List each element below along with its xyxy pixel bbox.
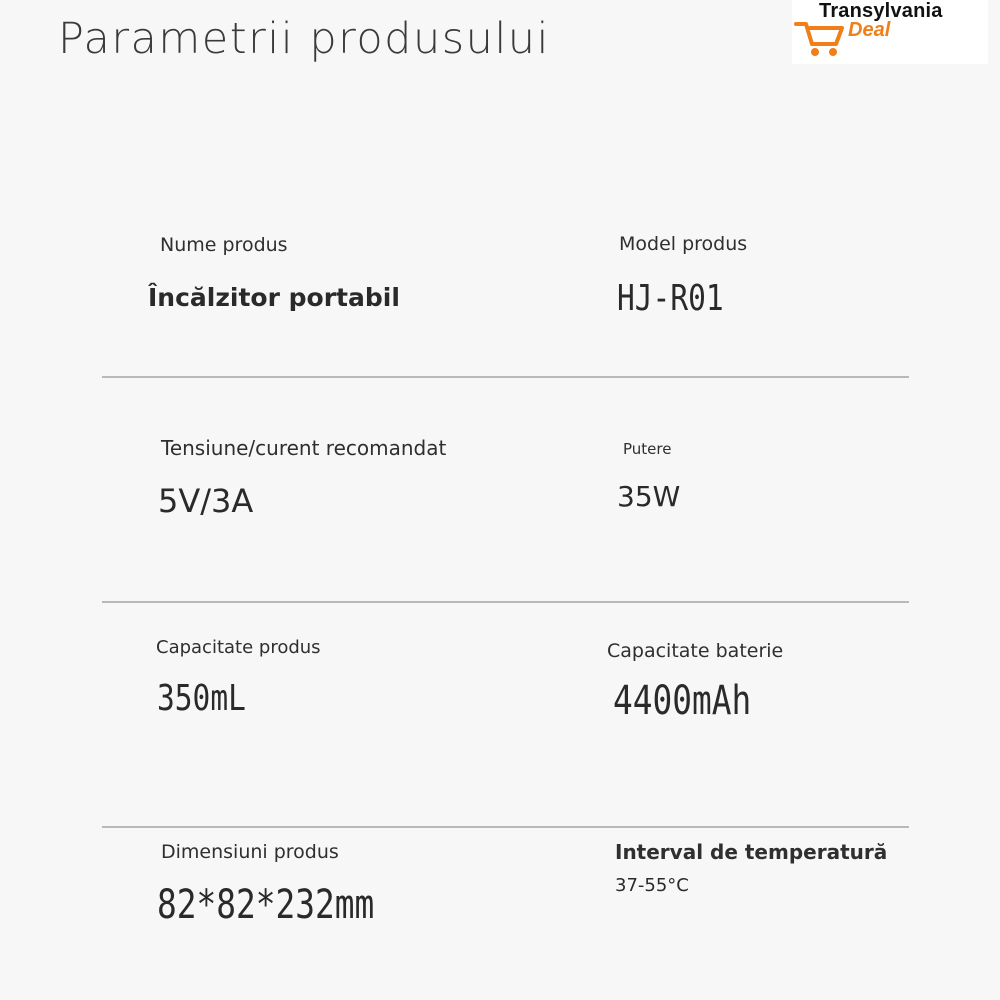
divider-row-3 — [102, 826, 909, 828]
label-nume-produs: Nume produs — [160, 234, 288, 256]
label-putere: Putere — [623, 440, 672, 458]
divider-row-2 — [102, 601, 909, 603]
label-capacitate-baterie: Capacitate baterie — [607, 640, 784, 662]
label-tensiune-curent: Tensiune/curent recomandat — [161, 436, 447, 460]
value-tensiune-curent: 5V/3A — [158, 482, 254, 520]
logo-text-deal: Deal — [848, 19, 891, 41]
value-interval-temperatura: 37-55°C — [615, 875, 689, 896]
value-model-produs: HJ-R01 — [617, 278, 724, 319]
brand-logo — [792, 0, 988, 64]
value-dimensiuni-produs: 82*82*232mm — [157, 882, 375, 928]
label-dimensiuni-produs: Dimensiuni produs — [161, 841, 339, 863]
shopping-cart-icon — [794, 18, 848, 58]
label-interval-temperatura: Interval de temperatură — [615, 840, 888, 864]
logo-text-transylvania: Transylvania — [819, 0, 943, 22]
label-model-produs: Model produs — [619, 233, 748, 255]
value-nume-produs: Încălzitor portabil — [148, 283, 400, 312]
divider-row-1 — [102, 376, 909, 378]
value-capacitate-baterie: 4400mAh — [613, 678, 752, 724]
value-capacitate-produs: 350mL — [157, 678, 246, 719]
value-putere: 35W — [617, 480, 681, 513]
label-capacitate-produs: Capacitate produs — [156, 637, 321, 658]
page-title: Parametrii produsului — [58, 14, 551, 64]
